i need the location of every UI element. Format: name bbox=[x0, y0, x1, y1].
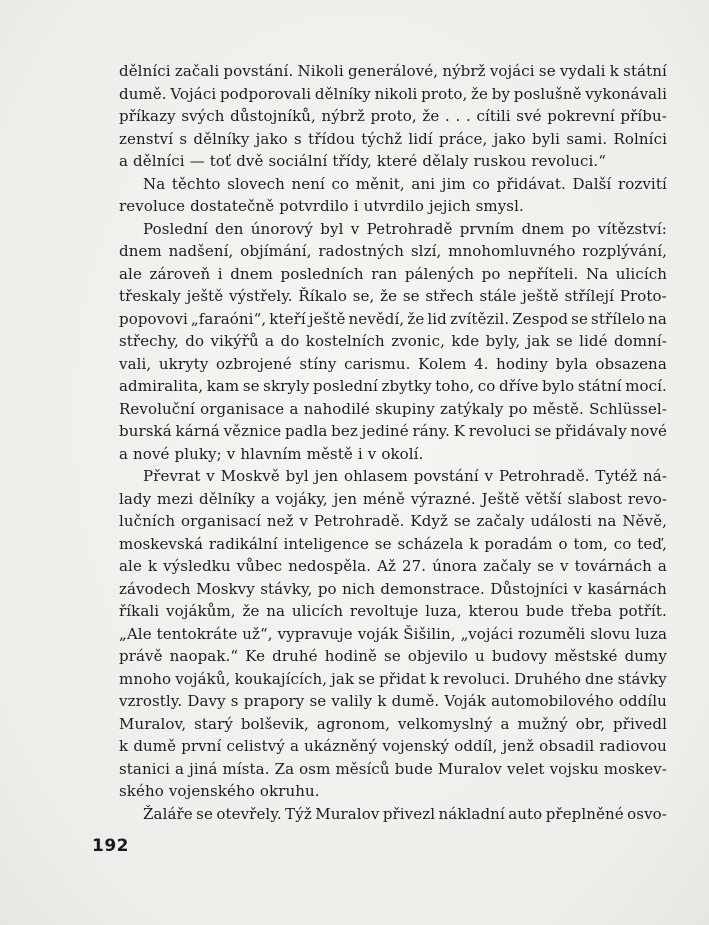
text-line: dělníci začali povstání. Nikoli generálové, nýbrž vojáci se vydali k státní bbox=[119, 62, 667, 80]
text-line: závodech Moskvy stávky, po nich demonstrace. Důstojníci v kasárnách bbox=[119, 579, 667, 598]
text-line: stanici a jiná místa. Za osm měsíců bude Muralov velet vojsku moskev- bbox=[119, 759, 667, 778]
text-line: lady mezi dělníky a vojáky, jen méně výrazné. Ještě větší slabost revo- bbox=[119, 489, 667, 508]
text-line: dumě. Vojáci podporovali dělníky nikoli proto, že by poslušně vykonávali bbox=[119, 84, 667, 103]
text-line: k dumě první celistvý a ukázněný vojenský oddíl, jenž obsadil radiovou bbox=[119, 737, 667, 755]
text-line: zenství s dělníky jako s třídou týchž lidí práce, jako byli sami. Rolníci bbox=[119, 129, 667, 148]
body-text bbox=[119, 60, 667, 825]
text-line: vzrostly. Davy s prapory se valily k dumě. Voják automobilového oddílu bbox=[119, 692, 667, 710]
text-line: Na těchto slovech není co měnit, ani jim co přidávat. Další rozvití bbox=[143, 174, 667, 193]
page-number: 192 bbox=[92, 836, 129, 856]
text-line: ale zároveň i dnem posledních ran pálených po nepříteli. Na ulicích bbox=[119, 264, 667, 283]
text-line: právě naopak.“ Ke druhé hodině se objevilo u budovy městské dumy bbox=[119, 647, 667, 665]
text-line: vali, ukryty ozbrojené stíny carismu. Kolem 4. hodiny byla obsazena bbox=[119, 354, 667, 373]
text-line: dnem nadšení, objímání, radostných slzí, mnohomluvného rozplývání, bbox=[119, 242, 667, 260]
text-line: Revoluční organisace a nahodilé skupiny zatýkaly po městě. Schlüssel- bbox=[119, 399, 667, 418]
text-line: „Ale tentokráte už“, vypravuje voják Šišilin, „vojáci rozuměli slovu luza bbox=[119, 624, 667, 643]
text-line: admiralita, kam se skryly poslední zbytky toho, co dříve bylo státní mocí. bbox=[119, 377, 667, 395]
text-line: ale k výsledku vůbec nedospěla. Až 27. února začaly se v továrnách a bbox=[119, 557, 667, 575]
text-line: příkazy svých důstojníků, nýbrž proto, že . . . cítili své pokrevní příbu- bbox=[119, 107, 667, 125]
text-line: Převrat v Moskvě byl jen ohlasem povstání v Petrohradě. Tytéž ná- bbox=[143, 467, 667, 485]
text-line: Poslední den únorový byl v Petrohradě prvním dnem po vítězství: bbox=[143, 219, 667, 238]
text-line: říkali vojákům, že na ulicích revoltuje luza, kterou bude třeba potřít. bbox=[119, 602, 667, 620]
text-line: ského vojenského okruhu. bbox=[119, 782, 320, 800]
text-line: Žaláře se otevřely. Týž Muralov přivezl nákladní auto přeplněné osvo- bbox=[143, 804, 667, 823]
text-line: revoluce dostatečně potvrdilo i utvrdilo jejich smysl. bbox=[119, 197, 524, 215]
text-line: burská kárná věznice padla bez jediné rány. K revoluci se přidávaly nové bbox=[119, 422, 667, 440]
text-line: lučních organisací než v Petrohradě. Když se začaly události na Něvě, bbox=[119, 512, 667, 530]
text-line: třeskaly ještě výstřely. Říkalo se, že se střech stále ještě střílejí Proto- bbox=[119, 287, 667, 305]
text-line: Muralov, starý bolševik, agronom, velkomyslný a mužný obr, přivedl bbox=[119, 714, 667, 733]
text-line: a dělníci — toť dvě sociální třídy, které dělaly ruskou revoluci.“ bbox=[119, 152, 607, 170]
text-line: popovovi „faraóni“, kteří ještě nevědí, že lid zvítězil. Zespod se střílelo na bbox=[119, 309, 667, 328]
text-line: střechy, do vikýřů a do kostelních zvonic, kde byly, jak se lidé domní- bbox=[119, 332, 667, 350]
text-line: mnoho vojáků, koukajících, jak se přidat k revoluci. Druhého dne stávky bbox=[119, 669, 667, 688]
text-line: a nové pluky; v hlavním městě i v okolí. bbox=[119, 444, 424, 463]
text-line: moskevská radikální inteligence se scházela k poradám o tom, co teď, bbox=[119, 534, 667, 553]
